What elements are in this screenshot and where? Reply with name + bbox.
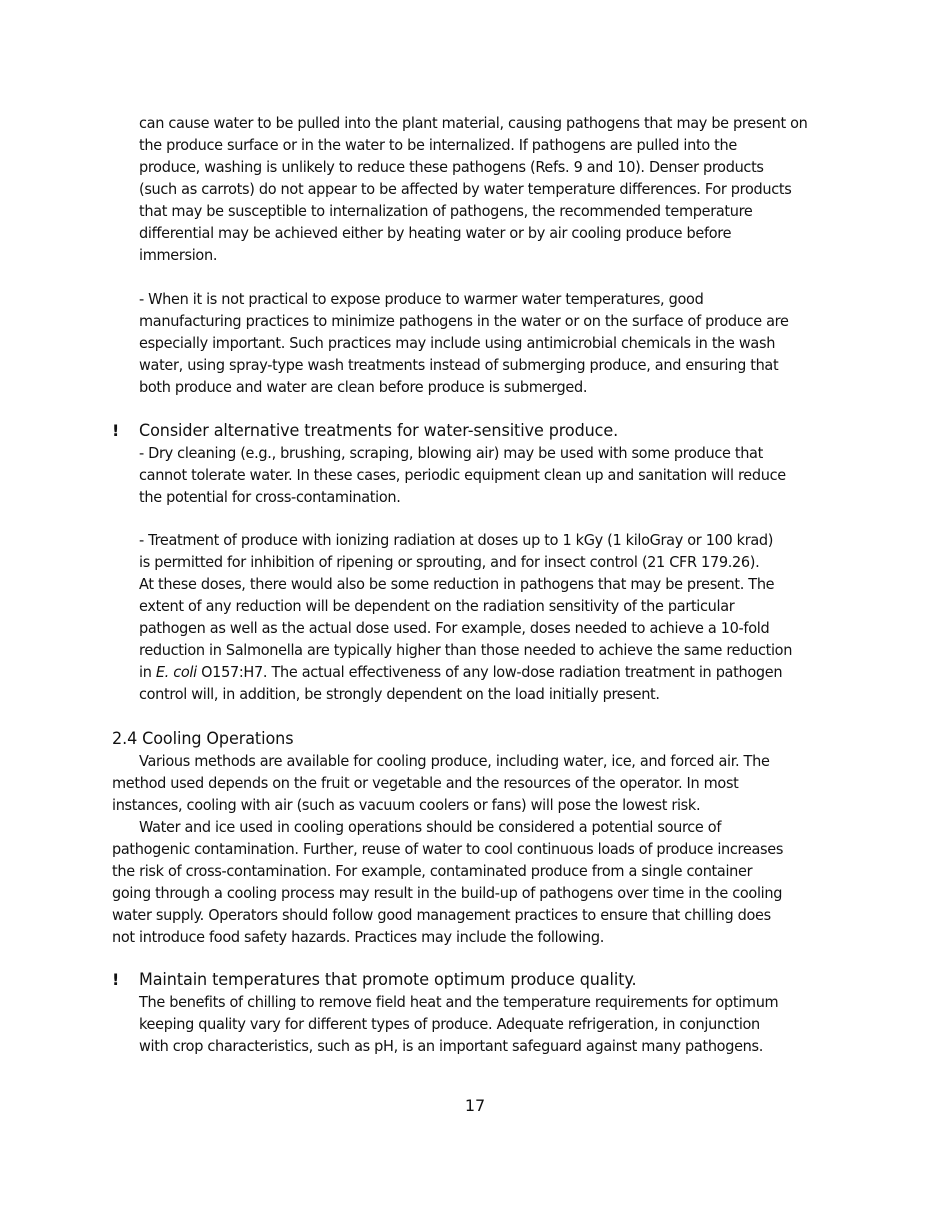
paragraph-line: that may be susceptible to internalization of pathogens, the recommended temperature <box>139 202 753 220</box>
text-fragment: in <box>139 663 156 681</box>
paragraph-line: not introduce food safety hazards. Practices may include the following. <box>112 928 605 946</box>
bullet-marker: ! <box>112 421 120 440</box>
paragraph-line: differential may be achieved either by heating water or by air cooling produce before <box>139 224 732 242</box>
paragraph-line: reduction in Salmonella are typically higher than those needed to achieve the same reduction <box>139 641 793 659</box>
paragraph-line: the risk of cross-contamination. For example, contaminated produce from a single container <box>112 862 753 880</box>
paragraph-line: going through a cooling process may result in the build-up of pathogens over time in the cooling <box>112 884 783 902</box>
paragraph-line: The benefits of chilling to remove field heat and the temperature requirements for optimum <box>139 993 779 1011</box>
paragraph-line: keeping quality vary for different types of produce. Adequate refrigeration, in conjunction <box>139 1015 760 1033</box>
paragraph-line: cannot tolerate water. In these cases, periodic equipment clean up and sanitation will reduce <box>139 466 786 484</box>
paragraph-line: manufacturing practices to minimize pathogens in the water or on the surface of produce are <box>139 312 789 330</box>
section-heading: 2.4 Cooling Operations <box>112 729 294 748</box>
paragraph-line: water, using spray-type wash treatments instead of submerging produce, and ensuring that <box>139 356 779 374</box>
paragraph-line: especially important. Such practices may include using antimicrobial chemicals in the wash <box>139 334 776 352</box>
paragraph-line: pathogenic contamination. Further, reuse of water to cool continuous loads of produce increases <box>112 840 784 858</box>
bullet-heading: Consider alternative treatments for water-sensitive produce. <box>139 421 619 440</box>
paragraph-line: control will, in addition, be strongly dependent on the load initially present. <box>139 685 660 703</box>
paragraph-line: At these doses, there would also be some reduction in pathogens that may be present. The <box>139 575 775 593</box>
paragraph-line: instances, cooling with air (such as vacuum coolers or fans) will pose the lowest risk. <box>112 796 701 814</box>
paragraph-line: both produce and water are clean before produce is submerged. <box>139 378 588 396</box>
paragraph-line: - When it is not practical to expose produce to warmer water temperatures, good <box>139 290 704 308</box>
paragraph-line: - Treatment of produce with ionizing radiation at doses up to 1 kGy (1 kiloGray or 100 krad) <box>139 531 774 549</box>
paragraph-line <box>139 661 782 683</box>
paragraph-line: water supply. Operators should follow good management practices to ensure that chilling does <box>112 906 771 924</box>
paragraph-line: (such as carrots) do not appear to be affected by water temperature differences. For products <box>139 180 792 198</box>
paragraph-line: with crop characteristics, such as pH, is an important safeguard against many pathogens. <box>139 1037 764 1055</box>
paragraph-line: immersion. <box>139 246 218 264</box>
bullet-heading: Maintain temperatures that promote optimum produce quality. <box>139 970 637 989</box>
paragraph-line: produce, washing is unlikely to reduce these pathogens (Refs. 9 and 10). Denser products <box>139 158 764 176</box>
paragraph-line: can cause water to be pulled into the plant material, causing pathogens that may be present on <box>139 114 808 132</box>
paragraph-line: extent of any reduction will be dependent on the radiation sensitivity of the particular <box>139 597 735 615</box>
bullet-marker: ! <box>112 970 120 989</box>
paragraph-line: the produce surface or in the water to be internalized. If pathogens are pulled into the <box>139 136 737 154</box>
paragraph-line: Water and ice used in cooling operations should be considered a potential source of <box>139 818 722 836</box>
paragraph-line: method used depends on the fruit or vegetable and the resources of the operator. In most <box>112 774 739 792</box>
text-fragment: O157:H7. The actual effectiveness of any low-dose radiation treatment in pathogen <box>196 663 783 681</box>
italic-organism-name: E. coli <box>155 663 197 681</box>
paragraph-line: the potential for cross-contamination. <box>139 488 401 506</box>
paragraph-line: - Dry cleaning (e.g., brushing, scraping, blowing air) may be used with some produce that <box>139 444 763 462</box>
paragraph-line: pathogen as well as the actual dose used. For example, doses needed to achieve a 10-fold <box>139 619 770 637</box>
paragraph-line: Various methods are available for cooling produce, including water, ice, and forced air. The <box>139 752 770 770</box>
paragraph-line: is permitted for inhibition of ripening or sprouting, and for insect control (21 CFR 179.26). <box>139 553 760 571</box>
page-number: 17 <box>464 1096 486 1115</box>
